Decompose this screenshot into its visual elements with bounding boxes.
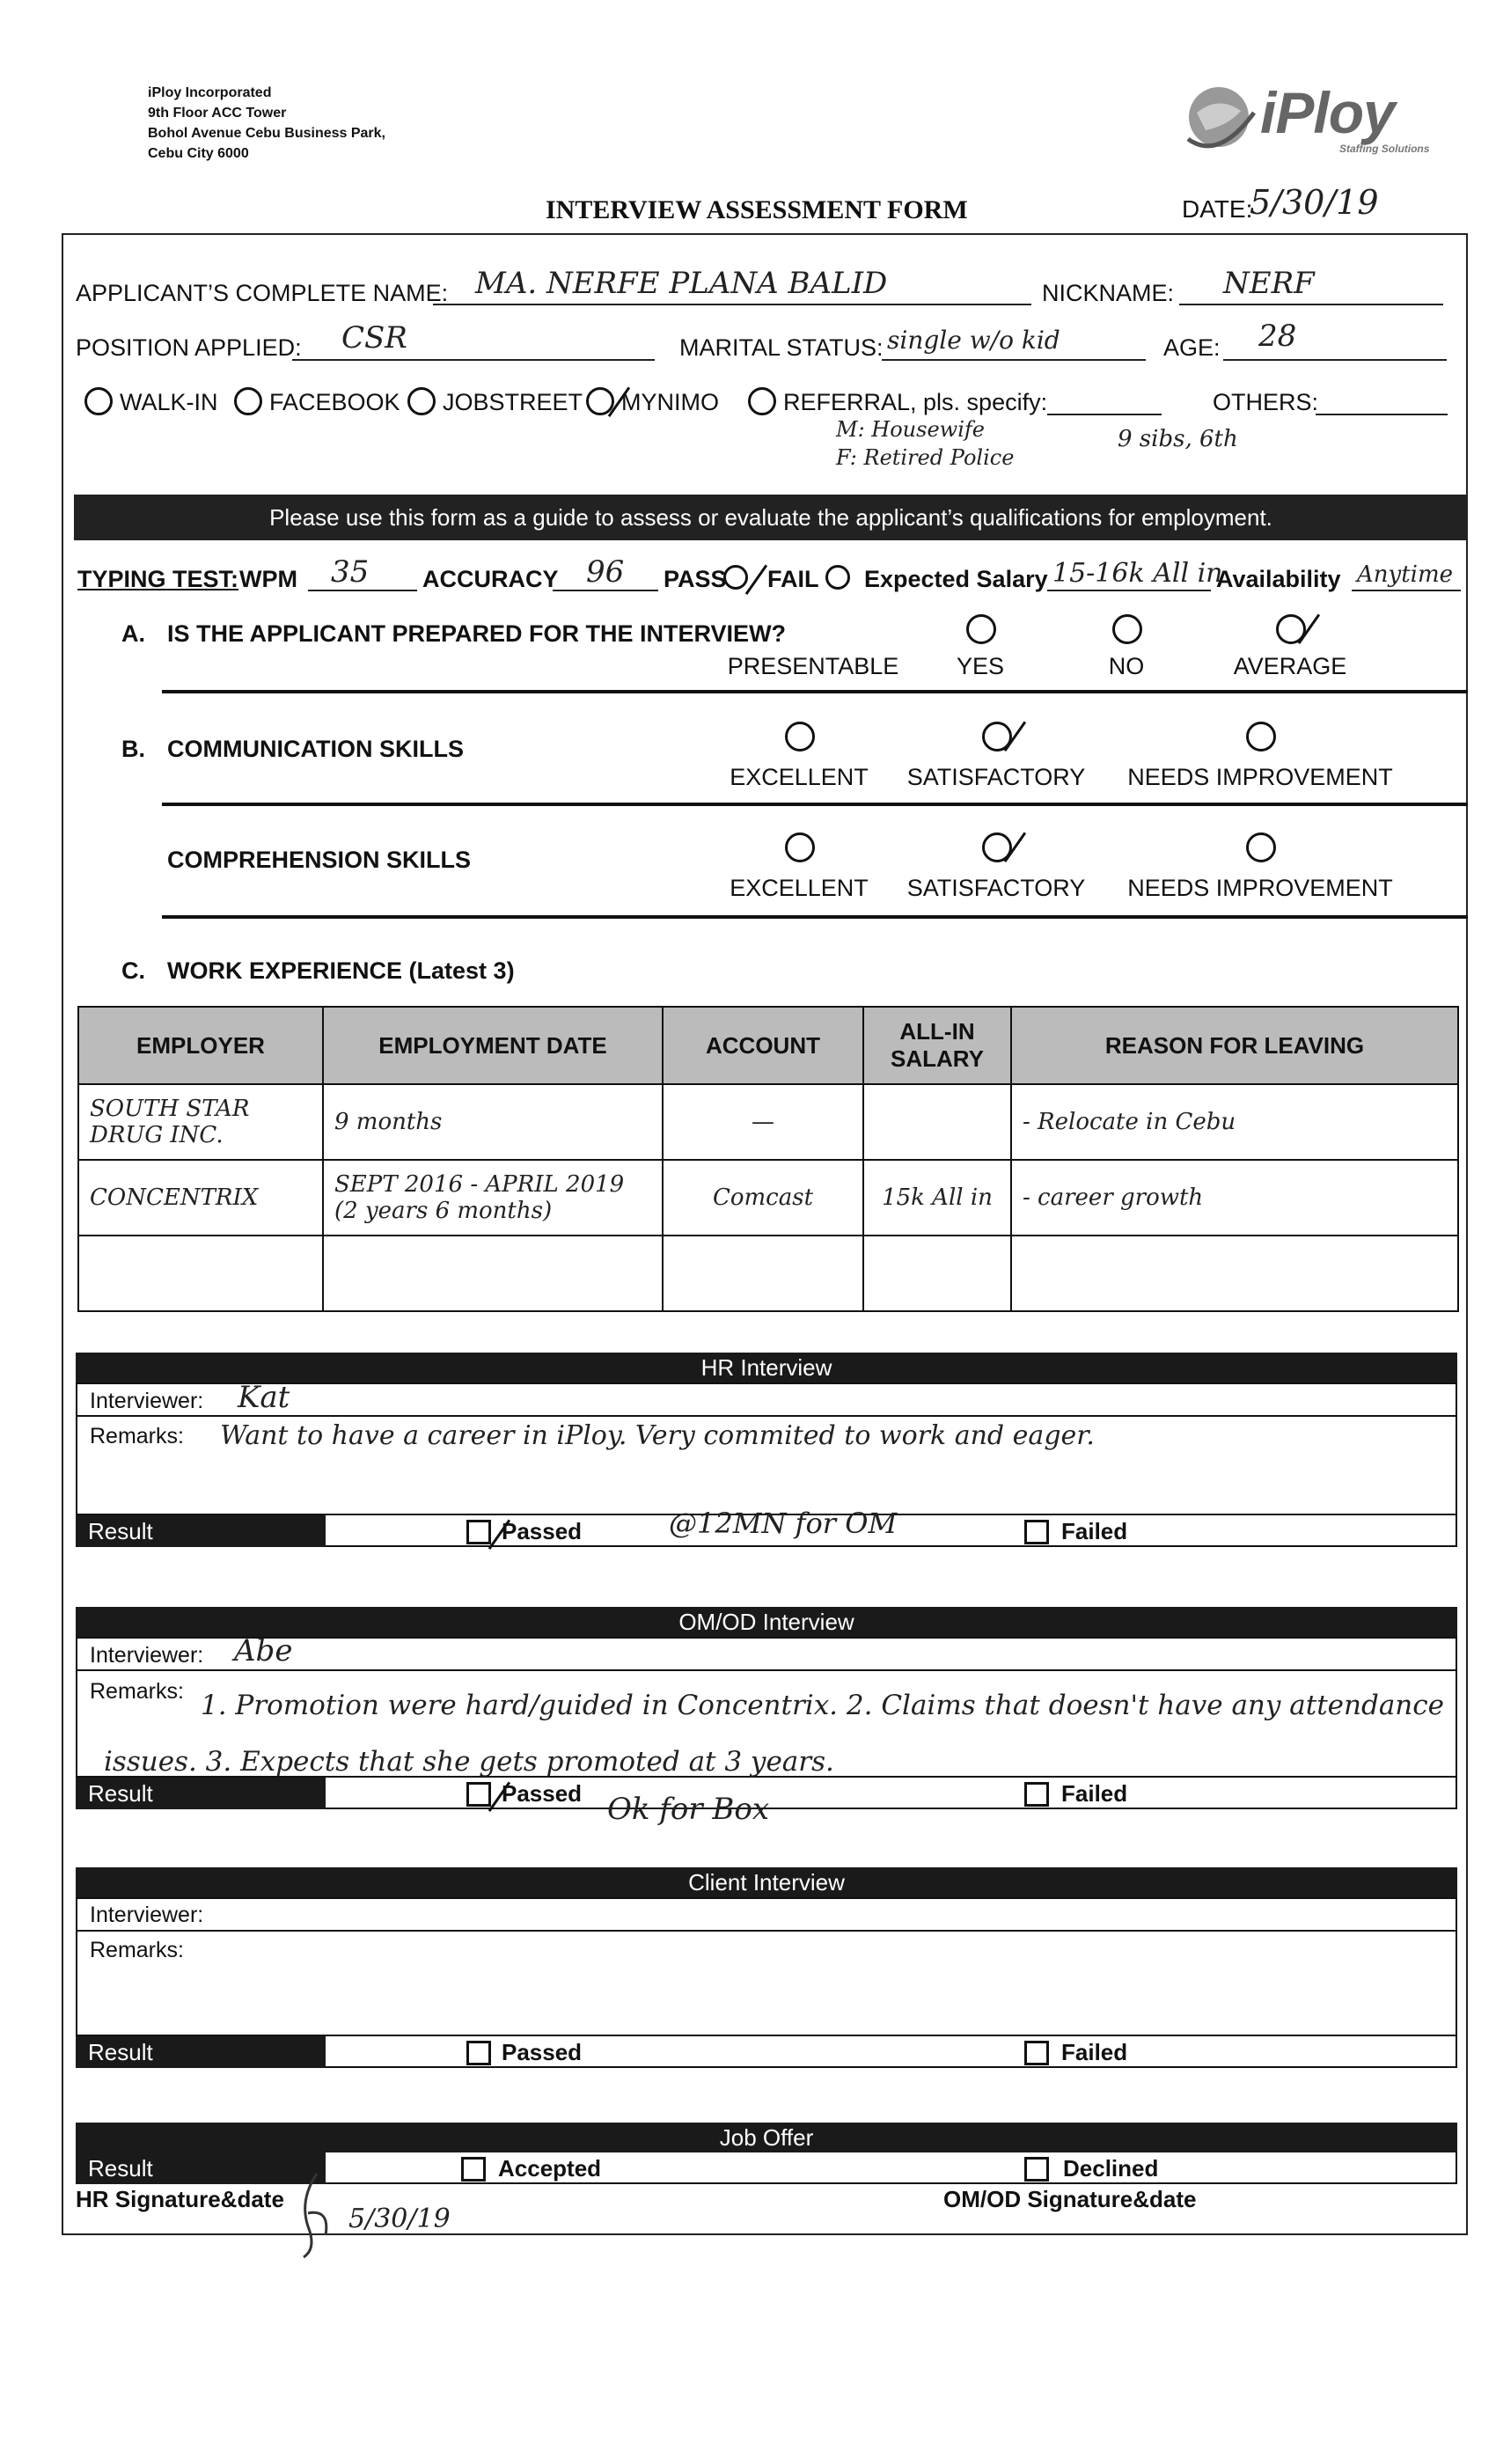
table-cell[interactable]	[863, 1236, 1011, 1311]
om-remarks-label: Remarks:	[90, 1679, 184, 1704]
prepared-yes-radio[interactable]	[966, 614, 996, 644]
age-field[interactable]: 28	[1258, 319, 1297, 354]
prepared-no-radio[interactable]	[1112, 614, 1142, 644]
table-row	[78, 1160, 1458, 1236]
table-header: EMPLOYMENT DATE	[323, 1007, 663, 1084]
comprehension-satisfactory-radio[interactable]	[982, 832, 1012, 862]
address-line-2: Bohol Avenue Cebu Business Park,	[148, 126, 385, 141]
hr-interviewer-field[interactable]: Kat	[238, 1380, 290, 1415]
comprehension-excellent-label: EXCELLENT	[730, 875, 869, 901]
communication-label: COMMUNICATION SKILLS	[167, 736, 464, 762]
comprehension-needs-improvement-label: NEEDS IMPROVEMENT	[1127, 875, 1393, 901]
prepared-average-label: AVERAGE	[1233, 653, 1347, 679]
section-b-letter: B.	[121, 736, 145, 762]
table-cell[interactable]	[663, 1236, 863, 1311]
om-failed-checkbox[interactable]	[1024, 1782, 1049, 1807]
table-cell[interactable]	[1011, 1236, 1458, 1311]
table-cell[interactable]	[863, 1084, 1011, 1160]
accuracy-field[interactable]: 96	[586, 554, 625, 590]
client-interview-box	[76, 1897, 1457, 2036]
comprehension-label: COMPREHENSION SKILLS	[167, 847, 472, 873]
pass-radio[interactable]	[723, 565, 748, 590]
fail-label: FAIL	[767, 566, 819, 592]
nickname-label: NICKNAME:	[1042, 280, 1175, 306]
om-note: Ok for Box	[607, 1792, 770, 1827]
company-address	[148, 83, 385, 164]
client-result-label: Result	[76, 2036, 326, 2068]
communication-needs-improvement-radio[interactable]	[1246, 722, 1276, 752]
hr-signature-label: HR Signature&date	[76, 2186, 284, 2212]
table-row	[78, 1084, 1458, 1160]
communication-satisfactory-label: SATISFACTORY	[906, 764, 1086, 790]
hr-passed-label: Passed	[502, 1518, 583, 1544]
comprehension-needs-improvement-radio[interactable]	[1246, 832, 1276, 862]
table-cell[interactable]: 15k All in	[863, 1160, 1011, 1236]
table-header: ACCOUNT	[663, 1007, 863, 1084]
table-row	[78, 1236, 1458, 1311]
section-a-question: IS THE APPLICANT PREPARED FOR THE INTERVIEW?	[167, 620, 787, 647]
wpm-field[interactable]: 35	[331, 554, 370, 590]
hr-interviewer-label: Interviewer:	[90, 1389, 204, 1413]
communication-rule	[162, 803, 1468, 806]
om-passed-label: Passed	[502, 1780, 583, 1807]
facebook-label: FACEBOOK	[269, 389, 400, 415]
date-label: DATE:	[1182, 195, 1253, 223]
logo-tagline: Staffing Solutions	[1339, 143, 1430, 155]
communication-excellent-label: EXCELLENT	[730, 764, 869, 790]
form-title: INTERVIEW ASSESSMENT FORM	[546, 195, 968, 224]
wpm-label: WPM	[239, 566, 297, 592]
hr-failed-checkbox[interactable]	[1024, 1520, 1049, 1544]
marital-label: MARITAL STATUS:	[679, 334, 884, 361]
position-field[interactable]: CSR	[341, 320, 407, 356]
prepared-no-label: NO	[1108, 653, 1145, 679]
hr-interview-banner: HR Interview	[76, 1353, 1457, 1382]
prepared-average-radio[interactable]	[1276, 614, 1306, 644]
hr-passed-checkbox[interactable]	[466, 1520, 491, 1544]
hr-remarks-label: Remarks:	[90, 1424, 184, 1448]
age-label: AGE:	[1163, 334, 1221, 361]
salary-label: Expected Salary	[864, 566, 1048, 592]
hr-failed-label: Failed	[1061, 1518, 1128, 1544]
mynimo-radio[interactable]	[586, 387, 614, 415]
client-failed-checkbox[interactable]	[1024, 2041, 1049, 2065]
client-interview-banner: Client Interview	[76, 1867, 1457, 1897]
jobstreet-radio[interactable]	[407, 387, 436, 415]
siblings-note: 9 sibs, 6th	[1118, 426, 1238, 452]
om-interviewer-label: Interviewer:	[90, 1643, 204, 1668]
table-cell[interactable]: SEPT 2016 - APRIL 2019 (2 years 6 months)	[323, 1160, 663, 1236]
position-label: POSITION APPLIED:	[76, 334, 302, 361]
table-cell[interactable]	[323, 1236, 663, 1311]
table-cell[interactable]: SOUTH STAR DRUG INC.	[78, 1084, 323, 1160]
company-name: iPloy Incorporated	[148, 85, 272, 100]
walk-in-label: WALK-IN	[120, 389, 218, 415]
globe-icon	[1179, 77, 1258, 157]
declined-label: Declined	[1063, 2155, 1159, 2182]
comprehension-rule	[162, 915, 1468, 919]
referral-pls-specify-label: REFERRAL, pls. specify:	[783, 389, 1048, 415]
iploy-logo	[1179, 77, 1430, 157]
declined-checkbox[interactable]	[1024, 2157, 1049, 2182]
marital-field[interactable]: single w/o kid	[887, 326, 1060, 355]
om-remarks-field[interactable]: 1. Promotion were hard/guided in Concentrix. 2. Claims that doesn't have any attendance issues. 3. Expects that she gets promoted at 3 years.	[104, 1690, 1444, 1778]
table-cell[interactable]: Comcast	[663, 1160, 863, 1236]
om-signature-label: OM/OD Signature&date	[943, 2186, 1197, 2212]
referral-pls-specify-radio[interactable]	[748, 387, 776, 415]
om-interview-banner: OM/OD Interview	[76, 1607, 1457, 1637]
hr-remarks-field[interactable]: Want to have a career in iPloy. Very commited to work and eager.	[220, 1420, 1095, 1451]
section-a-letter: A.	[121, 620, 145, 647]
accuracy-label: ACCURACY	[422, 566, 559, 592]
address-line-3: Cebu City 6000	[148, 146, 249, 161]
date-value[interactable]: 5/30/19	[1250, 183, 1379, 222]
mynimo-label: MYNIMO	[621, 389, 719, 415]
typing-test-label: TYPING TEST:	[77, 566, 239, 592]
hr-result-label: Result	[76, 1515, 326, 1547]
table-cell[interactable]: —	[663, 1084, 863, 1160]
client-passed-checkbox[interactable]	[466, 2041, 491, 2065]
client-passed-label: Passed	[502, 2039, 583, 2065]
comprehension-excellent-radio[interactable]	[785, 832, 815, 862]
accepted-checkbox[interactable]	[461, 2157, 486, 2182]
hr-note: @12MN for OM	[669, 1507, 898, 1540]
jobstreet-label: JOBSTREET	[443, 389, 583, 415]
prepared-yes-label: YES	[956, 653, 1005, 679]
om-result-label: Result	[76, 1778, 326, 1809]
om-failed-label: Failed	[1061, 1780, 1128, 1807]
hr-signature-date[interactable]: 5/30/19	[348, 2204, 451, 2234]
communication-excellent-radio[interactable]	[785, 722, 815, 752]
table-cell[interactable]: 9 months	[323, 1084, 663, 1160]
family-note-mother: M: Housewife	[836, 417, 985, 442]
communication-satisfactory-radio[interactable]	[982, 722, 1012, 752]
om-interviewer-field[interactable]: Abe	[234, 1633, 293, 1668]
name-label: APPLICANT’S COMPLETE NAME:	[76, 280, 449, 306]
section-c-title: WORK EXPERIENCE (Latest 3)	[167, 957, 515, 984]
table-header: EMPLOYER	[78, 1007, 323, 1084]
table-header: REASON FOR LEAVING	[1011, 1007, 1458, 1084]
table-header: ALL-IN SALARY	[863, 1007, 1011, 1084]
hr-signature	[282, 2165, 352, 2262]
table-cell[interactable]	[78, 1236, 323, 1311]
family-note-father: F: Retired Police	[836, 445, 1015, 470]
guide-banner: Please use this form as a guide to assess or evaluate the applicant’s qualifications for employment.	[74, 495, 1468, 540]
work-experience-table	[77, 1006, 1459, 1312]
others-label: OTHERS:	[1213, 389, 1319, 415]
comprehension-satisfactory-label: SATISFACTORY	[906, 875, 1086, 901]
availability-field[interactable]: Anytime	[1357, 561, 1454, 588]
client-interviewer-label: Interviewer:	[90, 1903, 204, 1927]
nickname-field[interactable]: NERF	[1223, 266, 1315, 301]
walk-in-radio[interactable]	[84, 387, 113, 415]
table-cell[interactable]: - career growth	[1011, 1160, 1458, 1236]
pass-label: PASS	[664, 566, 727, 592]
facebook-radio[interactable]	[234, 387, 262, 415]
accepted-label: Accepted	[498, 2155, 602, 2182]
address-line-1: 9th Floor ACC Tower	[148, 106, 287, 121]
logo-wordmark: iPloy	[1260, 80, 1395, 145]
job-offer-result-label: Result	[76, 2152, 326, 2184]
om-passed-checkbox[interactable]	[466, 1782, 491, 1807]
salary-field[interactable]: 15-16k All in	[1052, 558, 1223, 589]
availability-label: Availability	[1216, 566, 1341, 592]
table-cell[interactable]: CONCENTRIX	[78, 1160, 323, 1236]
job-offer-banner: Job Offer	[76, 2123, 1457, 2152]
table-cell[interactable]: - Relocate in Cebu	[1011, 1084, 1458, 1160]
section-a-rule	[162, 690, 1468, 693]
prepared-presentable-label: PRESENTABLE	[727, 653, 899, 679]
client-failed-label: Failed	[1061, 2039, 1128, 2065]
client-remarks-label: Remarks:	[90, 1938, 184, 1962]
fail-radio[interactable]	[825, 565, 850, 590]
name-field[interactable]: MA. NERFE PLANA BALID	[475, 266, 888, 301]
section-c-letter: C.	[121, 957, 145, 984]
communication-needs-improvement-label: NEEDS IMPROVEMENT	[1127, 764, 1393, 790]
